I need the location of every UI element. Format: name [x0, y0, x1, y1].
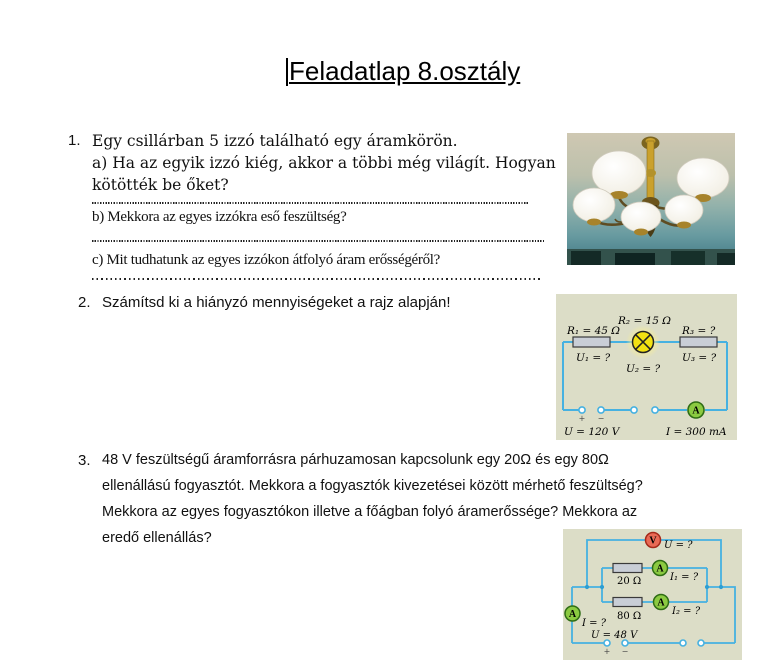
answer-line-b [92, 240, 544, 242]
q1-part-b: b) Mekkora az egyes izzókra eső feszültség? [92, 209, 347, 225]
label-i-main: I = ? [582, 618, 607, 629]
q1-intro: Egy csillárban 5 izzó található egy áramkörön. [92, 132, 458, 150]
parallel-circuit-figure[interactable] [563, 529, 742, 660]
q1-number: 1. [68, 132, 81, 149]
ammeter-letter: A [568, 609, 577, 620]
q3-line2: ellenállású fogyasztót. Mekkora a fogyasztók kivezetései között mérhető feszültség? [102, 478, 643, 494]
ammeter-letter: A [692, 405, 700, 417]
series-circuit-diagram [556, 294, 737, 440]
q2-text: Számítsd ki a hiányzó mennyiségeket a rajz alapján! [102, 294, 451, 311]
battery-terminal-plus [579, 407, 585, 413]
minus-sign: − [621, 647, 629, 656]
ammeter-letter: A [656, 563, 664, 575]
switch-terminal [698, 640, 704, 646]
label-i2: I₂ = ? [672, 606, 701, 617]
plus-sign: + [578, 414, 586, 423]
minus-sign: − [597, 414, 605, 423]
label-u1: U₁ = ? [576, 352, 611, 364]
label-i-total: I = 300 mA [666, 426, 727, 438]
switch-terminal [631, 407, 637, 413]
q3-number: 3. [78, 452, 91, 469]
page-title: Feladatlap 8.osztály [289, 56, 521, 86]
ammeter-letter: A [657, 597, 665, 609]
resistor-20ohm [613, 564, 642, 573]
chandelier-illustration [567, 133, 735, 265]
answer-line-a [92, 202, 528, 204]
text-cursor [286, 58, 288, 86]
switch-terminal [680, 640, 686, 646]
q3-line4: eredő ellenállás? [102, 530, 212, 546]
label-u3: U₃ = ? [682, 352, 717, 364]
chandelier-photo[interactable] [567, 133, 735, 265]
parallel-circuit-diagram [563, 529, 742, 660]
circuit-background [563, 529, 742, 660]
label-r3: R₃ = ? [682, 325, 716, 337]
switch-terminal [652, 407, 658, 413]
q2-number: 2. [78, 294, 91, 311]
label-u2: U₂ = ? [626, 363, 661, 375]
battery-terminal-minus [598, 407, 604, 413]
label-r2: R₂ = 15 Ω [618, 315, 671, 327]
plus-sign: + [603, 647, 611, 656]
answer-line-c [92, 278, 540, 280]
q1-part-c: c) Mit tudhatunk az egyes izzókon átfolyó áram erősségéről? [92, 252, 440, 268]
voltmeter-letter: V [649, 535, 657, 547]
resistor-r1 [573, 337, 610, 347]
q1-part-a-line1: a) Ha az egyik izzó kiég, akkor a többi még világít. Hogyan [92, 154, 556, 172]
resistor-80ohm [613, 598, 642, 607]
q3-line3: Mekkora az egyes fogyasztókon illetve a főágban folyó áramerőssége? Mekkora az [102, 504, 638, 520]
label-r1: R₁ = 45 Ω [567, 325, 620, 337]
q1-part-a-line2: kötötték be őket? [92, 176, 229, 194]
resistor-r3 [680, 337, 717, 347]
label-u-source: U = 48 V [591, 630, 638, 641]
q3-line1: 48 V feszültségű áramforrásra párhuzamosan kapcsolunk egy 20Ω és egy 80Ω [102, 452, 609, 468]
series-circuit-figure[interactable] [556, 294, 737, 440]
label-i1: I₁ = ? [670, 572, 699, 583]
label-80ohm: 80 Ω [617, 611, 642, 622]
label-u-source: U = 120 V [564, 426, 620, 438]
label-u-meter: U = ? [664, 540, 693, 551]
label-20ohm: 20 Ω [617, 576, 642, 587]
